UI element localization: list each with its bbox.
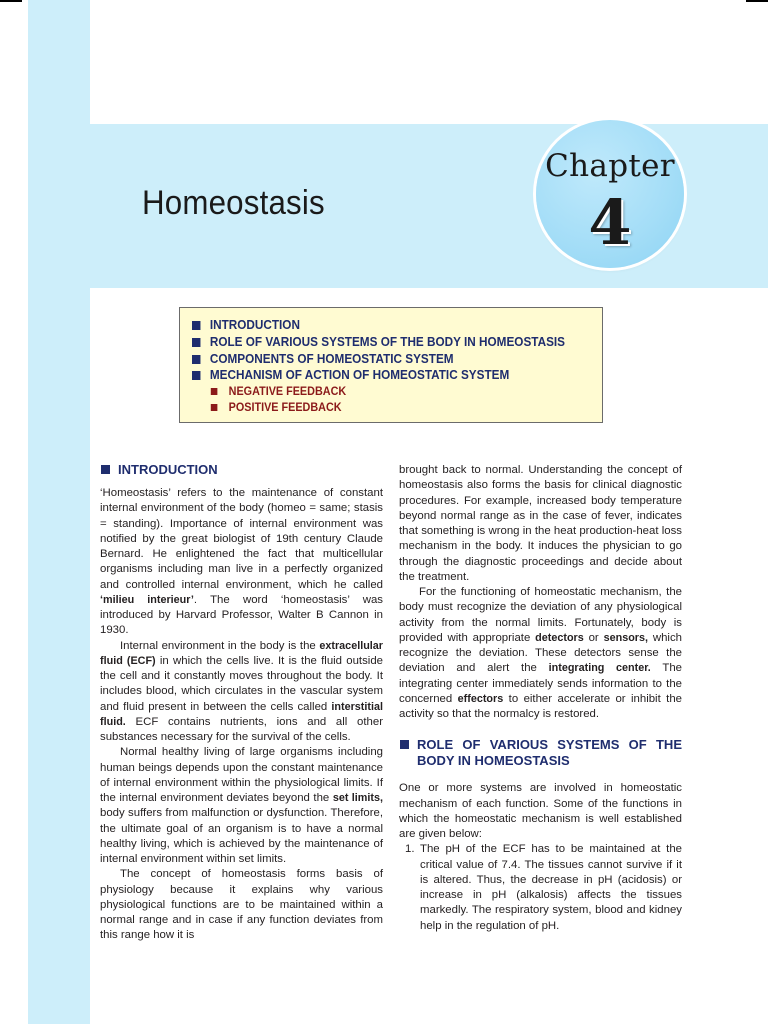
body-paragraph: ‘Homeostasis’ refers to the maintenance of constant internal environment of the body (homeo = same; stasis = standing). Importance of internal environment was notified by the great biologist of 19th century Claude Bernard. He enlightened the fact that multicellular organisms including man live in a perfectly organized and controlled internal environment, which he called ‘milieu interieur’. The word ‘homeostasis’ was introduced by Harvard Professor, Walter B Cannon in 1930.: [100, 487, 383, 637]
chapter-label: Chapter: [545, 148, 675, 184]
square-bullet-icon: [400, 740, 409, 749]
body-paragraph: One or more systems are involved in homeostatic mechanism of each function. Some of the functions in which the homeostatic mechanism is well established are given below:: [399, 782, 682, 840]
contents-item: MECHANISM OF ACTION OF HOMEOSTATIC SYSTEM: [192, 367, 577, 384]
contents-subitem: NEGATIVE FEEDBACK: [192, 384, 577, 400]
square-bullet-icon: [192, 321, 200, 330]
body-paragraph: Normal healthy living of large organisms including human beings depends upon the constant maintenance of internal environment within the physiological limits. If the internal environment deviates beyond the set limits, body suffers from malfunction or dysfunction. Therefore, the ultimate goal of an organism is to have a normal healthy living, which is achieved by the maintenance of internal environment within set limits.: [100, 746, 384, 865]
text-column-left: [100, 462, 383, 944]
section-heading-introduction: INTRODUCTION: [100, 462, 383, 478]
section-heading-role-of-systems: ROLE OF VARIOUS SYSTEMS OF THE BODY IN HOMEOSTASIS: [399, 737, 682, 769]
square-bullet-icon: [192, 338, 200, 347]
contents-subitem: POSITIVE FEEDBACK: [192, 400, 577, 416]
square-bullet-icon: [192, 355, 200, 364]
square-bullet-icon: [211, 404, 218, 411]
body-paragraph: The concept of homeostasis forms basis of physiology because it explains why various physiological functions are to be maintained within a normal range and in case if any function deviates from this range how it is: [100, 868, 383, 942]
text-column-right: [399, 463, 682, 934]
chapter-badge: [536, 120, 684, 268]
chapter-title: Homeostasis: [142, 184, 325, 222]
square-bullet-icon: [211, 388, 218, 395]
list-item: 1. The pH of the ECF has to be maintained at the critical value of 7.4. The tissues cannot survive if it is altered. Thus, the decrease in pH (acidosis) or increase in pH (alkalosis) affects the tissues markedly. The respiratory system, blood and kidney help in the regulation of pH.: [405, 843, 682, 932]
body-paragraph: For the functioning of homeostatic mechanism, the body must recognize the deviation of any physiological activity from the normal limits. Fortunately, body is provided with appropriate detectors or sensors, which recognize the deviation. These detectors sense the deviation and alert the integrating center. The integrating center immediately sends information to the concerned effectors to either accelerate or inhibit the activity so that the normalcy is restored.: [399, 586, 683, 720]
crop-mark-left: [0, 0, 22, 2]
contents-item: COMPONENTS OF HOMEOSTATIC SYSTEM: [192, 351, 577, 368]
body-paragraph: brought back to normal. Understanding the concept of homeostasis also forms the basis for clinical diagnostic procedures. For example, increased body temperature beyond normal range as in the case of fever, indicates that something is wrong in the heat production-heat loss mechanism in the body. It induces the physician to go through the diagnostic proceedings and decide about the treatment.: [399, 464, 682, 583]
chapter-contents-box: [179, 307, 603, 423]
contents-list: [180, 308, 602, 416]
square-bullet-icon: [192, 371, 200, 380]
square-bullet-icon: [101, 465, 110, 474]
body-paragraph: Internal environment in the body is the extracellular fluid (ECF) in which the cells live. It is the fluid outside the cell and it constantly moves throughout the body. It includes blood, which circulates in the vascular system and fluid present in between the cells called interstitial fluid. ECF contains nutrients, ions and all other substances necessary for the survival of the cells.: [100, 639, 383, 743]
chapter-number: 4: [588, 186, 632, 259]
crop-mark-right: [746, 0, 768, 2]
contents-item: ROLE OF VARIOUS SYSTEMS OF THE BODY IN HOMEOSTASIS: [192, 334, 577, 351]
numbered-list: [399, 842, 682, 934]
contents-item: INTRODUCTION: [192, 317, 577, 334]
